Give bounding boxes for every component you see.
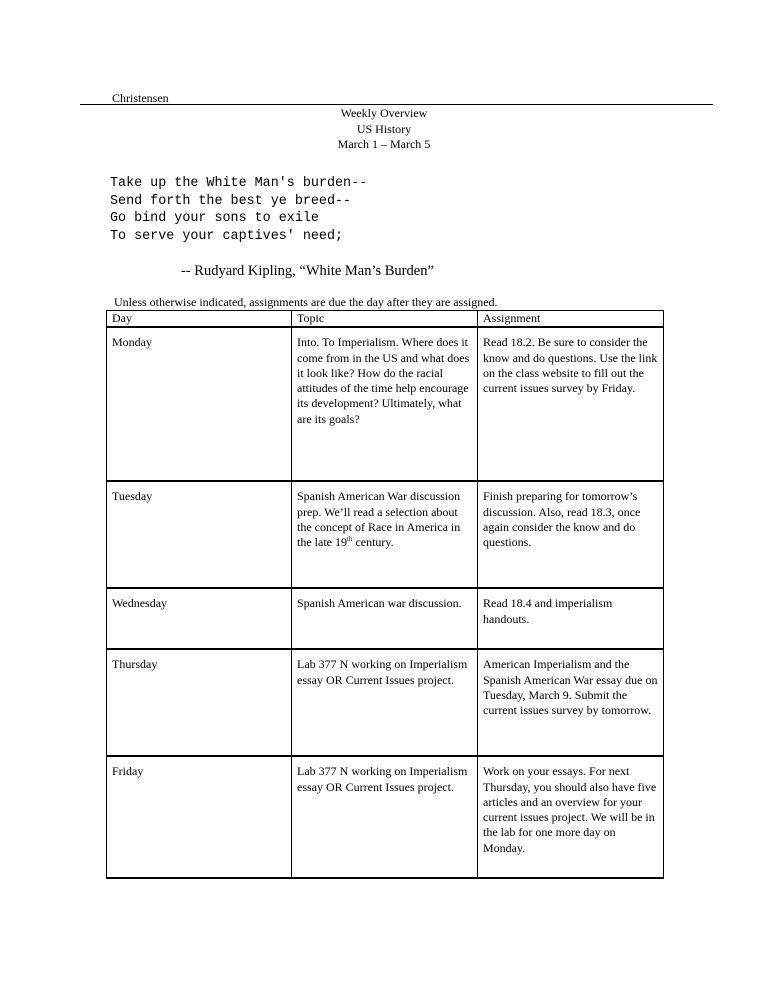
poem-quote: [110, 175, 367, 245]
assignment-cell: Finish preparing for tomorrow’s discussion. Also, read 18.3, once again consider the know and do questions.: [478, 481, 664, 588]
topic-cell: Into. To Imperialism. Where does it come from in the US and what does it look like? How do the racial attitudes of the time help encourage its development? Ultimately, what are its goals?: [292, 327, 478, 481]
poem-line: Send forth the best ye breed--: [110, 193, 352, 209]
day-cell: Thursday: [107, 649, 292, 756]
column-header-topic: Topic: [292, 311, 478, 328]
column-header-assignment: Assignment: [478, 311, 664, 328]
course-name: US History: [356, 121, 412, 136]
weekly-schedule-table: [106, 310, 664, 879]
assignment-cell: Read 18.2. Be sure to consider the know and do questions. Use the link on the class website to fill out the current issues survey by Friday.: [478, 327, 664, 481]
table-row: [107, 481, 664, 588]
poem-line: Take up the White Man's burden--: [110, 176, 368, 191]
day-cell: Friday: [107, 756, 292, 878]
document-title: Weekly Overview: [340, 106, 428, 120]
poem-line: To serve your captives' need;: [110, 228, 344, 244]
table-row: [107, 649, 664, 756]
assignment-cell: Work on your essays. For next Thursday, you should also have five articles and an overview for your current issues project. We will be in the lab for one more day on Monday.: [478, 756, 664, 878]
table-row: [107, 588, 664, 649]
teacher-name: Christensen: [112, 91, 169, 105]
topic-cell: Lab 377 N working on Imperialism essay OR Current Issues project.: [292, 649, 478, 756]
due-date-note: Unless otherwise indicated, assignments are due the day after they are assigned.: [114, 295, 498, 309]
topic-cell: [292, 481, 478, 588]
day-cell: Monday: [107, 327, 292, 481]
day-cell: Wednesday: [107, 588, 292, 649]
poem-attribution: -- Rudyard Kipling, “White Man’s Burden”: [181, 263, 434, 279]
day-cell: Tuesday: [107, 481, 292, 588]
date-range: March 1 – March 5: [337, 137, 431, 151]
table-header-row: [107, 311, 664, 328]
column-header-day: Day: [107, 311, 292, 328]
table-row: [107, 756, 664, 878]
header-rule: [80, 104, 713, 105]
assignment-cell: American Imperialism and the Spanish American War essay due on Tuesday, March 9. Submit the current issues survey by tomorrow.: [478, 649, 664, 756]
table-row: [107, 327, 664, 481]
ordinal-suffix: th: [346, 535, 353, 544]
topic-cell: Spanish American war discussion.: [292, 588, 478, 649]
topic-text-end: century.: [352, 535, 394, 550]
topic-cell: Lab 377 N working on Imperialism essay OR Current Issues project.: [292, 756, 478, 878]
title-block: [234, 106, 534, 153]
topic-text: Spanish American War discussion prep. We’ll read a selection about the concept of Race in America in the late 19: [297, 489, 461, 550]
poem-line: Go bind your sons to exile: [110, 211, 319, 226]
assignment-cell: Read 18.4 and imperialism handouts.: [478, 588, 664, 649]
